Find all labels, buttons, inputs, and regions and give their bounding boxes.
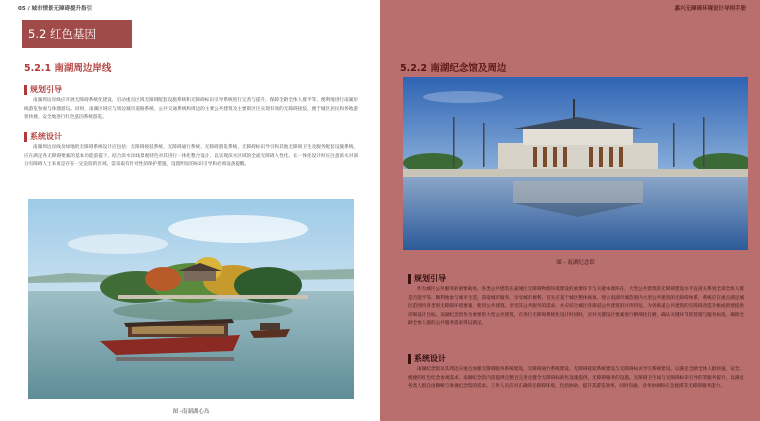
design-paragraph: 南湖纪念馆及其周边应重点加强无障碍服务系统建设，无障碍通行系统建设、无障碍接驳系统建设与无障碍标识导引系统建设，以满足全龄全体人群快速、安全、便捷的红色纪念参观需求。南湖纪念馆内需提供完整且完善且健全无障碍标准化设施提供，无障碍服务的设施。无障碍卫生间与无障碍标识引导的等服务提升，以满足各类人群自由顺畅与参观纪念馆的需求。工作人员应对正确的无障碍环境，包括协助、提升其游览效率，同时沟通、业务协调和应急救援等无障碍服务能力。 xyxy=(408,367,744,390)
guidance-paragraph: 作为城区公共服务的重要载体，各类公共建筑在嘉城区无障碍物理环境建设的重要环节与关键本端环在，大型公共建筑的无障碍建设水平直接关系到全部全体人群是否能平等、顺利地参与城市生活，获取城市服务，享受城市便利。首先应基于城区整体视角，建立南湖市城范围内大型公共建筑的无障碍体系，系统应在重点满足城区范围内各类别无障碍环境要素，使用公共建筑、享受其公共服务的需求。并应结合城区各街道公共建筑的区块特征，为各街道公共建筑的无障碍改造升级或新建提供详细设计目标。南湖纪念馆作为重要的大型公共建筑，在进行无障碍系统化设计时同时，应对关键设计要素进行精细化打磨，确认关键环节的管理与服务标准，确保全龄全体人群的公共服务需求得以满足。 xyxy=(408,287,744,327)
nanhu-island-caption: 图 -南湖湖心岛 xyxy=(172,409,210,415)
subsection-title: 5.2.2 南湖纪念馆及周边 xyxy=(400,63,507,74)
guidance-label: 规划引导 xyxy=(24,84,62,95)
memorial-hall-photo xyxy=(403,77,748,250)
nanhu-island-photo xyxy=(28,199,354,399)
section-title-banner: 5.2 红色基因 xyxy=(22,20,132,48)
design-paragraph: 南湖周边岸线及绿地的无障碍系统设计应包括：无障碍接驳系统、无障碍通行系统、无障碍游览系统、无障碍标识导引和其他无障碍卫生及服务配套设施系统。应在满足各无障碍要素的基本功能前提下，结合滨水岸线景观特色对其进行一体化整合设计，以实现滨水区域的全面无障碍人性化。在一体化设计时应注意滨水对部分有障碍人士来说是存在一定危险的区域，需采取有针对性的保护措施，设置明显的标识引导和必须设备提醒。 xyxy=(24,145,358,168)
running-header: 05 / 城市情景无障碍提升指引 xyxy=(18,6,92,12)
guidance-label: 规划引导 xyxy=(408,273,446,284)
guidance-paragraph: 南湖周边岸线应开展无障碍系统化建设，启动重点区域无障碍配套设施系统和无障碍标识引导系统进行完善与提升，保障全龄全体人群平等、便利地进行南湖岸线游览参观与休憩游玩。同时，南湖区域应与周边城市道路系统、公共交通系统和周边的主要公共建筑及主要街区区实现有效的无障碍接驳，便于城区居民和各地游客快捷、安全地进行红色基因系统游览。 xyxy=(24,98,358,121)
memorial-hall-illustration xyxy=(403,77,748,250)
subsection-title: 5.2.1 南湖周边岸线 xyxy=(24,63,112,74)
design-label: 系统设计 xyxy=(408,353,446,364)
right-page xyxy=(380,0,760,421)
design-label: 系统设计 xyxy=(24,131,62,142)
running-header: 嘉兴无障碍环境设计导则手册 xyxy=(674,6,746,12)
memorial-hall-caption: 图 - 南湖纪念馆 xyxy=(556,260,595,266)
nanhu-island-illustration xyxy=(28,199,354,399)
